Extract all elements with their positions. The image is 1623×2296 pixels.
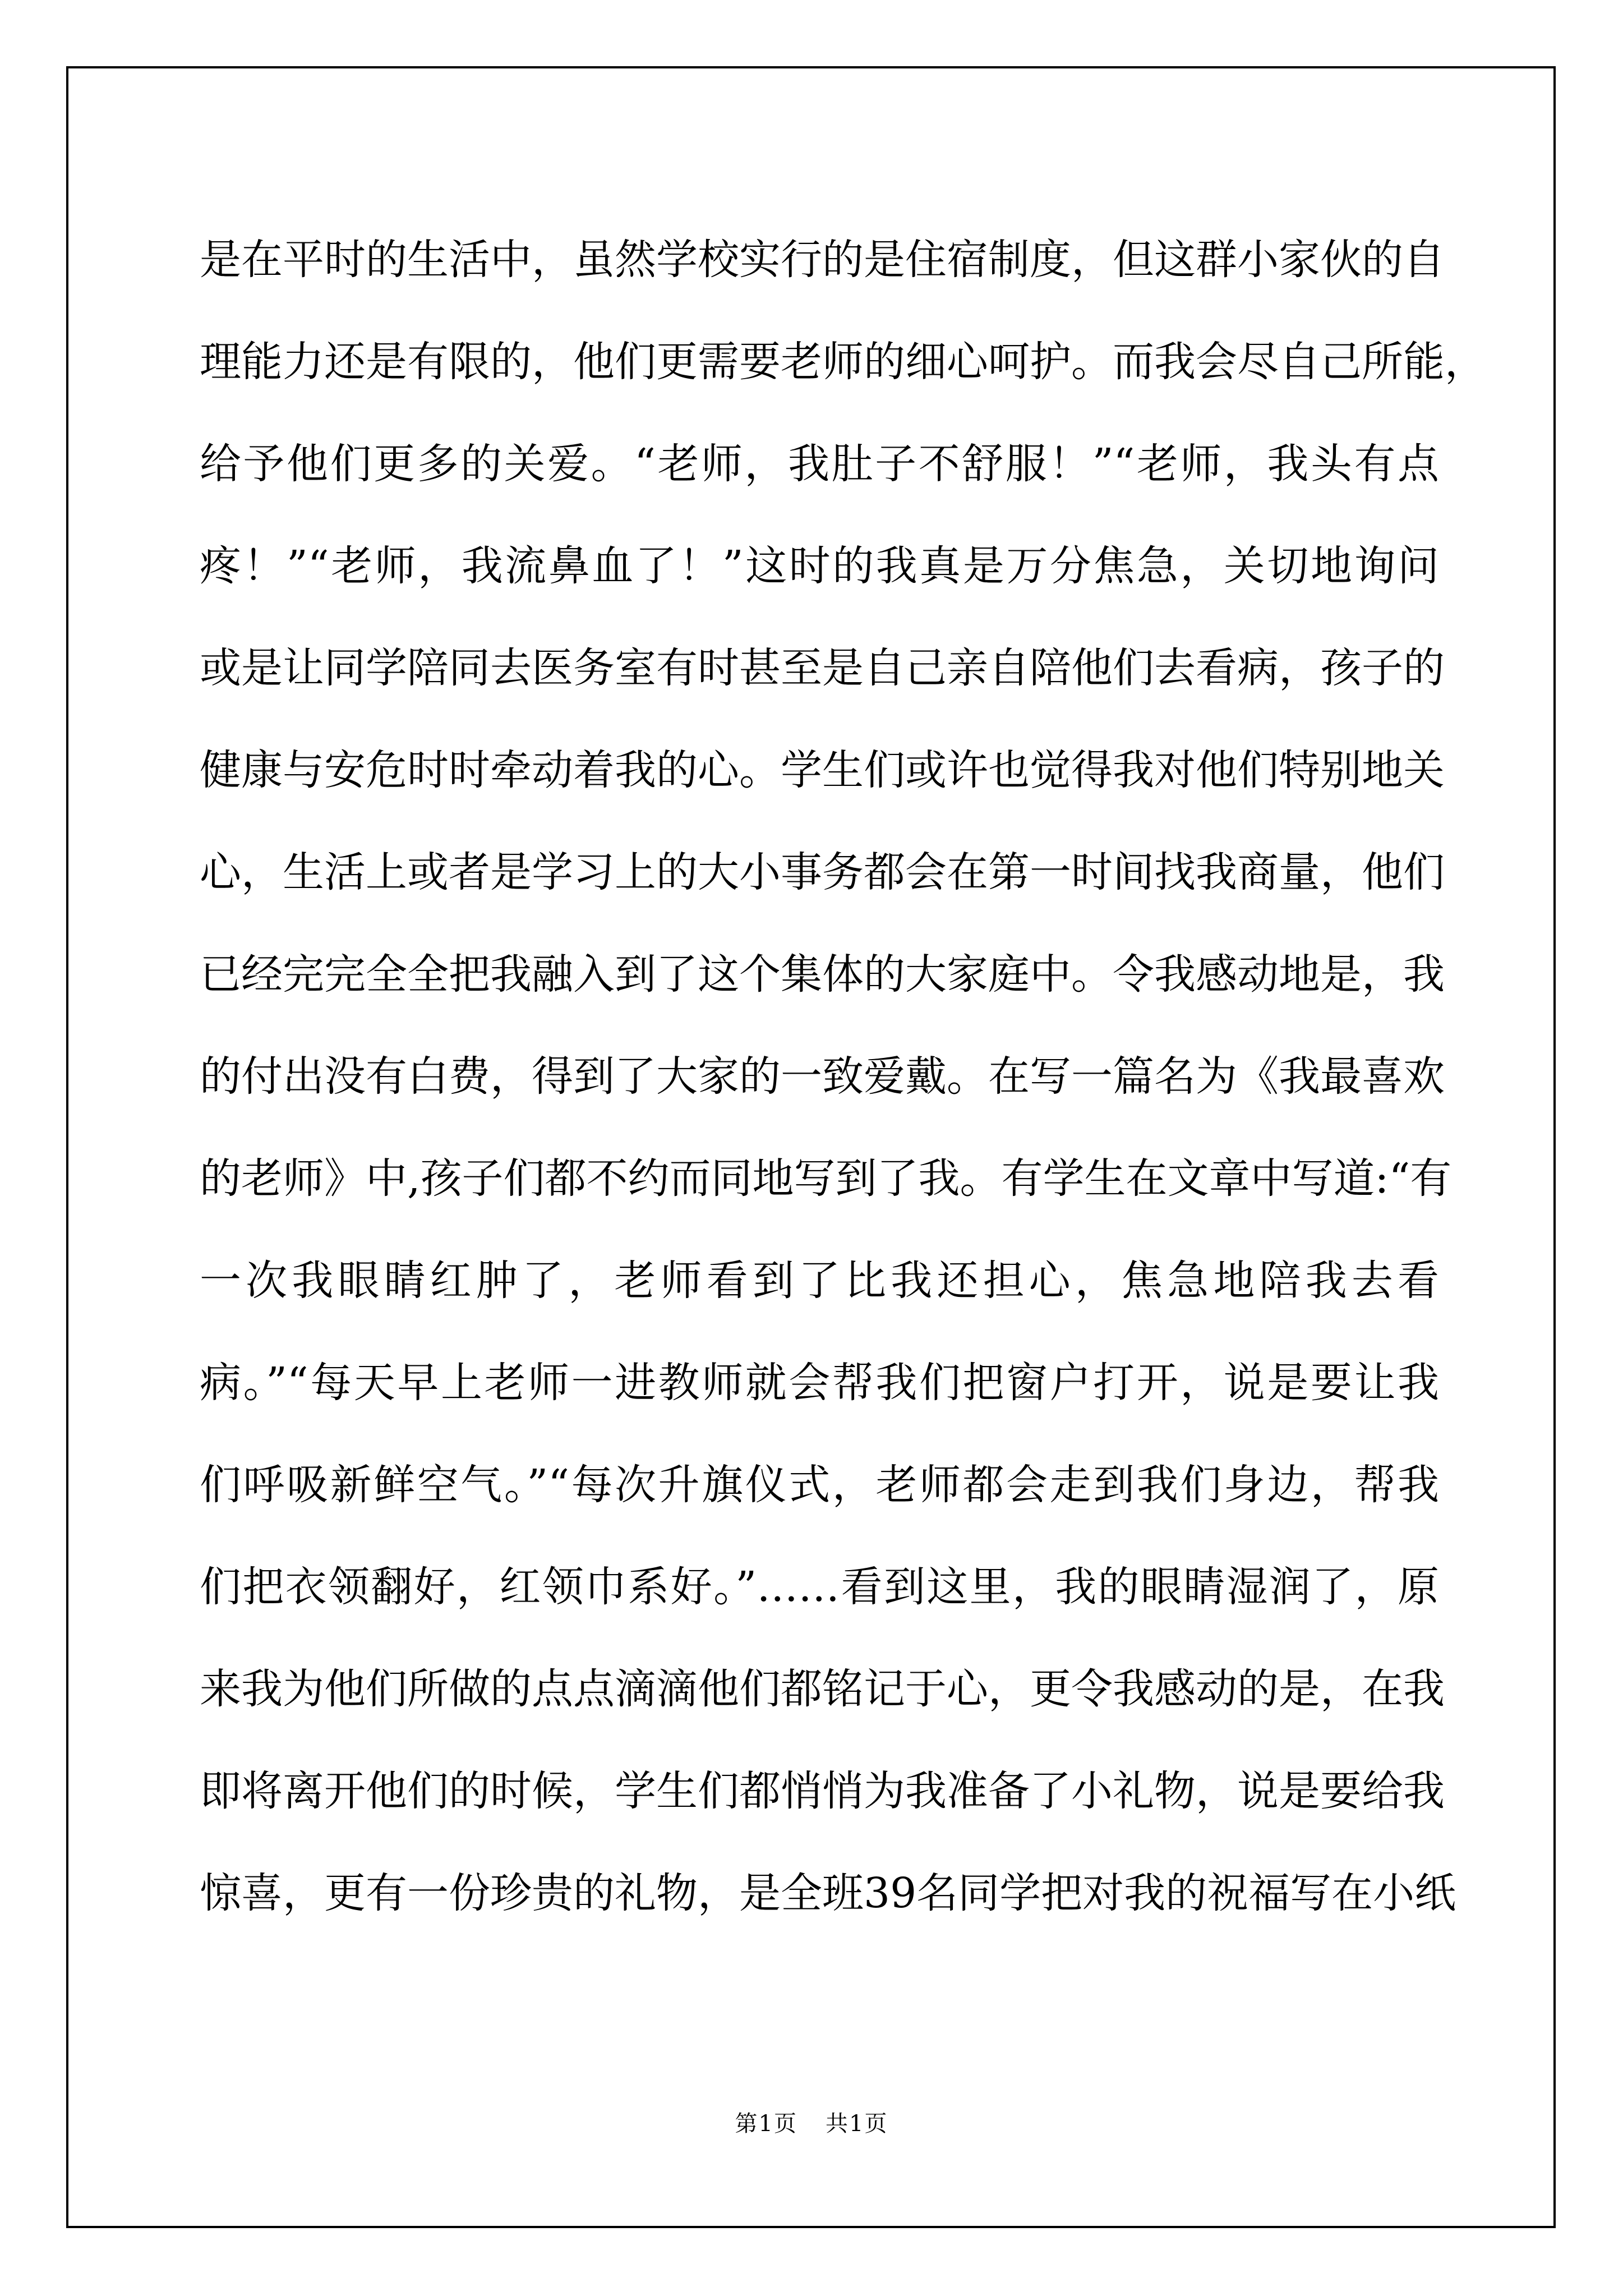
text-line: 病。”“每天早上老师一进教师就会帮我们把窗户打开，说是要让我 (200, 1359, 1439, 1407)
page-number-current: 第1页 (735, 2111, 797, 2137)
text-line: 心，生活上或者是学习上的大小事务都会在第一时间找我商量，他们 (200, 848, 1445, 896)
text-line: 们呼吸新鲜空气。”“每次升旗仪式，老师都会走到我们身边，帮我 (200, 1461, 1439, 1509)
text-line: 即将离开他们的时候，学生们都悄悄为我准备了小礼物，说是要给我 (200, 1767, 1445, 1815)
text-line: 理能力还是有限的，他们更需要老师的细心呵护。而我会尽自己所能， (200, 338, 1486, 386)
text-line: 健康与安危时时牵动着我的心。学生们或许也觉得我对他们特别地关 (200, 746, 1445, 794)
text-line: 给予他们更多的关爱。“老师，我肚子不舒服！”“老师，我头有点 (200, 440, 1439, 488)
text-line: 的付出没有白费，得到了大家的一致爱戴。在写一篇名为《我最喜欢 (200, 1052, 1445, 1101)
page-number-total: 共1页 (826, 2111, 888, 2137)
body-text (200, 209, 1486, 1944)
page-footer (0, 2107, 1623, 2141)
text-line: 是在平时的生活中，虽然学校实行的是住宿制度，但这群小家伙的自 (200, 236, 1445, 284)
text-line: 的老师》中,孩子们都不约而同地写到了我。有学生在文章中写道:“有 (200, 1154, 1452, 1203)
text-line: 或是让同学陪同去医务室有时甚至是自己亲自陪他们去看病，孩子的 (200, 644, 1445, 692)
text-line: 惊喜，更有一份珍贵的礼物，是全班39名同学把对我的祝福写在小纸 (200, 1869, 1456, 1917)
text-line: 一次我眼睛红肿了，老师看到了比我还担心，焦急地陪我去看 (200, 1257, 1439, 1305)
text-line: 来我为他们所做的点点滴滴他们都铭记于心，更令我感动的是，在我 (200, 1665, 1445, 1713)
text-line: 已经完完全全把我融入到了这个集体的大家庭中。令我感动地是，我 (200, 950, 1445, 999)
text-line: 们把衣领翻好，红领巾系好。”……看到这里，我的眼睛湿润了，原 (200, 1563, 1439, 1611)
text-line: 疼！”“老师，我流鼻血了！”这时的我真是万分焦急，关切地询问 (200, 542, 1439, 590)
